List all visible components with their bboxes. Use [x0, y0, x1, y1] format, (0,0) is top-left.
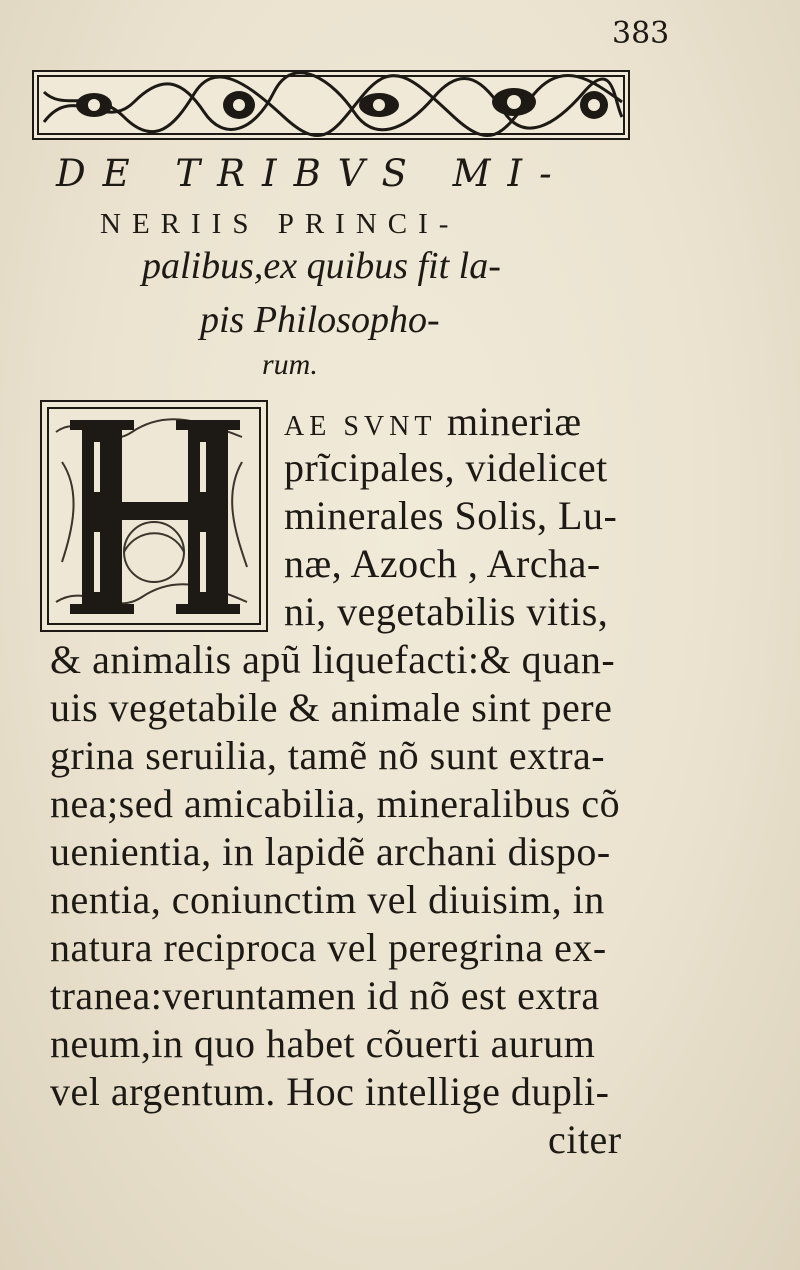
text-line-1-smallcaps: AE SVNT [284, 411, 437, 442]
title-line-5: rum. [262, 348, 318, 381]
ornamental-headpiece-icon [32, 70, 630, 140]
text-line-14: neum,in quo habet cõuerti aurum [50, 1021, 596, 1066]
text-line-15: vel argentum. Hoc intellige dupli- [50, 1069, 610, 1114]
decorated-initial-h-icon [40, 400, 268, 632]
text-line-6: & animalis apũ liquefacti:& quan- [50, 637, 616, 682]
text-line-11: nentia, coniunctim vel diuisim, in [50, 877, 605, 922]
text-line-4: næ, Azoch , Archa- [284, 541, 601, 586]
title-line-2: NERIIS PRINCI- [100, 208, 460, 240]
text-line-5: ni, vegetabilis vitis, [284, 589, 609, 634]
text-line-10: uenientia, in lapidẽ archani dispo- [50, 829, 611, 874]
text-line-1 [284, 398, 582, 445]
text-line-2: prĩcipales, videlicet [284, 445, 608, 490]
text-line-3: minerales Solis, Lu- [284, 493, 618, 538]
text-line-1-rest: mineriæ [446, 399, 582, 444]
text-line-9: nea;sed amicabilia, mineralibus cõ [50, 781, 621, 826]
title-line-1: DE TRIBVS MI- [56, 152, 569, 195]
title-line-4: pis Philosopho- [200, 299, 440, 341]
text-line-13: tranea:veruntamen id nõ est extra [50, 973, 600, 1018]
text-line-8: grina seruilia, tamẽ nõ sunt extra- [50, 733, 606, 778]
catchword: citer [548, 1117, 622, 1162]
text-line-12: natura reciproca vel peregrina ex- [50, 925, 607, 970]
title-line-3: palibus,ex quibus fit la- [142, 245, 501, 287]
page-number: 383 [612, 16, 670, 51]
text-line-7: uis vegetabile & animale sint pere [50, 685, 613, 730]
